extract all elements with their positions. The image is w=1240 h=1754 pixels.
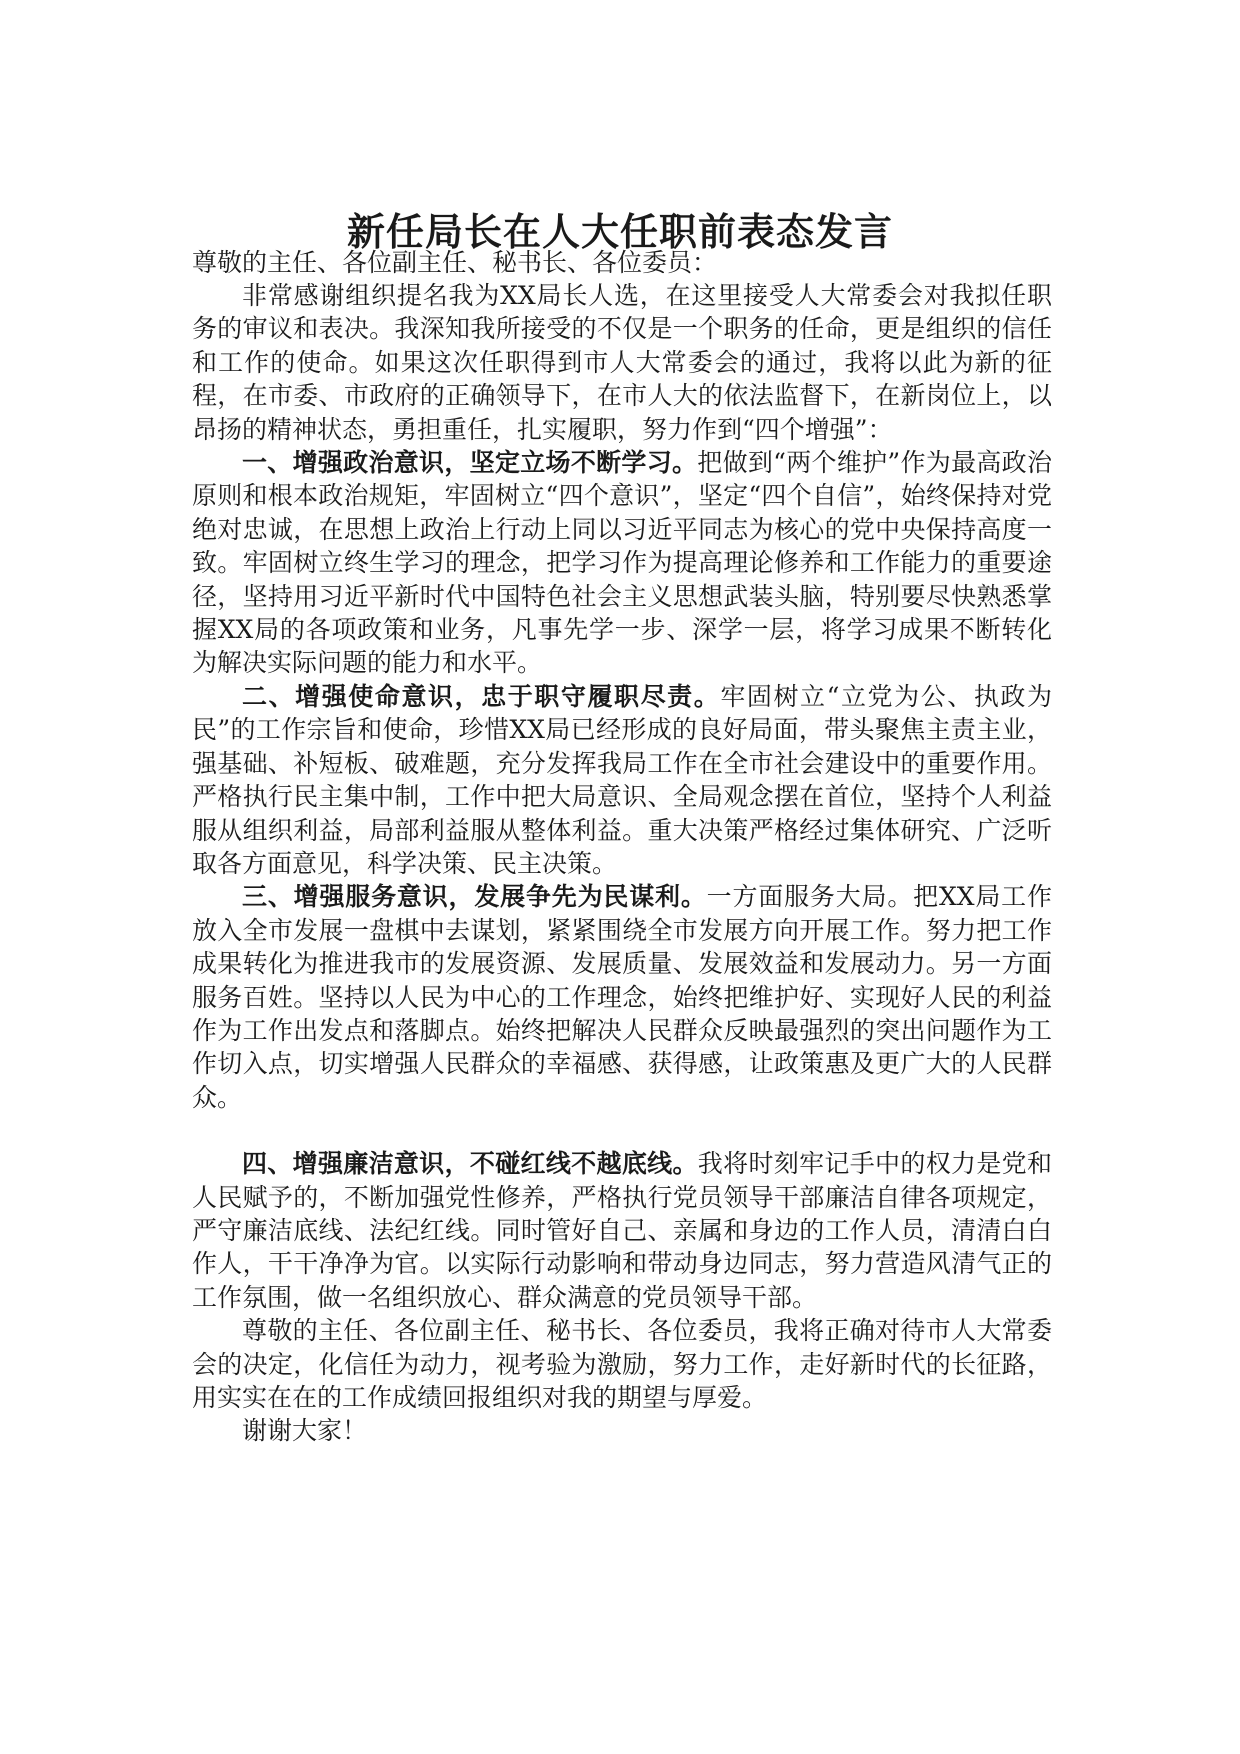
salutation: 尊敬的主任、各位副主任、秘书长、各位委员： bbox=[192, 248, 718, 277]
paragraph-text: 一方面服务大局。把XX局工作放入全市发展一盘棋中去谋划，紧紧围绕全市发展方向开展工作。努力把工作成果转化为推进我市的发展资源、发展质量、发展效益和发展动力。另一方面服务百姓。坚持以人民为中心的工作理念，始终把维护好、实现好人民的利益作为工作出发点和落脚点。始终把解决人民群众反映最强烈的突出问题作为工作切入点，切实增强人民群众的幸福感、获得感，让政策惠及更广大的人民群众。 bbox=[192, 882, 1052, 1112]
section-heading: 一、增强政治意识，坚定立场不断学习。 bbox=[242, 448, 698, 478]
document-body bbox=[192, 244, 1052, 1448]
section-heading: 三、增强服务意识，发展争先为民谋利。 bbox=[242, 882, 707, 912]
paragraph-text: 尊敬的主任、各位副主任、秘书长、各位委员，我将正确对待市人大常委会的决定，化信任为动力，视考验为激励，努力工作，走好新时代的长征路，用实实在在的工作成绩回报组织对我的期望与厚爱。 bbox=[192, 1316, 1052, 1412]
closing-paragraph bbox=[192, 1314, 1052, 1414]
paragraph-text: 牢固树立“立党为公、执政为民”的工作宗旨和使命，珍惜XX局已经形成的良好局面，带头聚焦主责主业，强基础、补短板、破难题，充分发挥我局工作在全市社会建设中的重要作用。严格执行民主集中制，工作中把大局意识、全局观念摆在首位，坚持个人利益服从组织利益，局部利益服从整体利益。重大决策严格经过集体研究、广泛听取各方面意见，科学决策、民主决策。 bbox=[192, 681, 1052, 878]
section-political-awareness bbox=[192, 446, 1052, 680]
paragraph-text: 把做到“两个维护”作为最高政治原则和根本政治规矩，牢固树立“四个意识”，坚定“四个自信”，始终保持对党绝对忠诚，在思想上政治上行动上同以习近平同志为核心的党中央保持高度一致。牢固树立终生学习的理念，把学习作为提高理论修养和工作能力的重要途径，坚持用习近平新时代中国特色社会主义思想武装头脑，特别要尽快熟悉掌握XX局的各项政策和业务，凡事先学一步、深学一层，将学习成果不断转化为解决实际问题的能力和水平。 bbox=[192, 448, 1052, 678]
section-integrity-awareness bbox=[192, 1147, 1052, 1314]
thanks-line bbox=[192, 1414, 1052, 1447]
section-mission-awareness bbox=[192, 680, 1052, 880]
paragraph-gap bbox=[192, 1114, 1052, 1147]
section-service-awareness bbox=[192, 880, 1052, 1114]
paragraph-text: 非常感谢组织提名我为XX局长人选，在这里接受人大常委会对我拟任职务的审议和表决。我深知我所接受的不仅是一个职务的任命，更是组织的信任和工作的使命。如果这次任职得到市人大常委会的通过，我将以此为新的征程，在市委、市政府的正确领导下，在市人大的依法监督下，在新岗位上，以昂扬的精神状态，勇担重任，扎实履职，努力作到“四个增强”： bbox=[192, 281, 1052, 444]
intro-paragraph bbox=[192, 279, 1052, 446]
document-title: 新任局长在人大任职前表态发言 bbox=[346, 209, 893, 254]
section-heading: 二、增强使命意识，忠于职守履职尽责。 bbox=[242, 681, 721, 711]
section-heading: 四、增强廉洁意识，不碰红线不越底线。 bbox=[242, 1149, 698, 1179]
paragraph-text: 谢谢大家！ bbox=[242, 1416, 368, 1446]
paragraph-text: 我将时刻牢记手中的权力是党和人民赋予的，不断加强党性修养，严格执行党员领导干部廉洁自律各项规定，严守廉洁底线、法纪红线。同时管好自己、亲属和身边的工作人员，清清白白作人，干干净净为官。以实际行动影响和带动身边同志，努力营造风清气正的工作氛围，做一名组织放心、群众满意的党员领导干部。 bbox=[192, 1149, 1052, 1312]
